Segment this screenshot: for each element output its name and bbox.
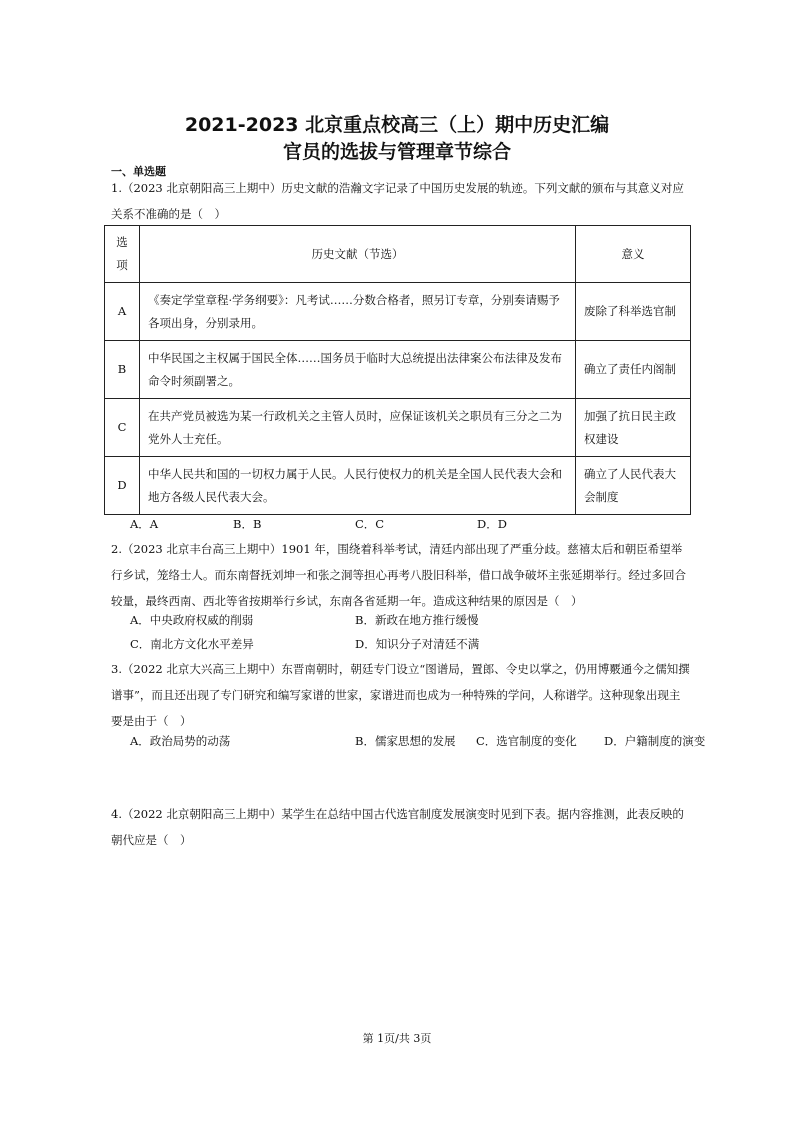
- row-option: C: [105, 399, 140, 457]
- document-title-line1: 2021-2023 北京重点校高三（上）期中历史汇编: [184, 114, 610, 136]
- section-label: 一、单选题: [111, 165, 166, 178]
- row-significance: 确立了责任内阁制: [576, 341, 691, 399]
- choice-d[interactable]: D．D: [477, 517, 507, 531]
- question-3-text: 3.（2022 北京大兴高三上期中）东晋南朝时，朝廷专门设立“图谱局，置郎、令史以掌之，仍用博覈通今之儒知撰谱事”，而且还出现了专门研究和编写家谱的世家，家谱进而也成为一种特殊的学问，人称谱学。这种现象出现主要是由于（ ）: [111, 662, 690, 728]
- choice-c[interactable]: C．南北方文化水平差异: [130, 637, 254, 651]
- choice-c[interactable]: C．选官制度的变化: [476, 734, 577, 748]
- choice-d[interactable]: D．知识分子对清廷不满: [355, 637, 480, 651]
- question-4-text: 4.（2022 北京朝阳高三上期中）某学生在总结中国古代选官制度发展演变时见到下表。据内容推测，此表反映的朝代应是（ ）: [111, 807, 684, 847]
- row-document: 在共产党员被选为某一行政机关之主管人员时，应保证该机关之职员有三分之二为党外人士充任。: [140, 399, 576, 457]
- question-1-table: [104, 225, 691, 515]
- choice-b[interactable]: B．新政在地方推行缓慢: [355, 613, 479, 627]
- choice-b[interactable]: B．B: [233, 517, 262, 531]
- question-1-text: 1.（2023 北京朝阳高三上期中）历史文献的浩瀚文字记录了中国历史发展的轨迹。下列文献的颁布与其意义对应关系不准确的是（ ）: [111, 181, 684, 221]
- row-document: 中华民国之主权属于国民全体……国务员于临时大总统提出法律案公布法律及发布命令时须副署之。: [140, 341, 576, 399]
- row-significance: 加强了抗日民主政权建设: [576, 399, 691, 457]
- row-significance: 确立了人民代表大会制度: [576, 457, 691, 515]
- choice-a[interactable]: A．政治局势的动荡: [130, 734, 231, 748]
- header-document: 历史文献（节选）: [140, 226, 576, 283]
- table-row: [105, 341, 691, 399]
- row-option: A: [105, 283, 140, 341]
- table-row: [105, 283, 691, 341]
- table-row: [105, 457, 691, 515]
- document-title-line2: 官员的选拔与管理章节综合: [282, 141, 511, 163]
- row-document: 中华人民共和国的一切权力属于人民。人民行使权力的机关是全国人民代表大会和地方各级人民代表大会。: [140, 457, 576, 515]
- row-option: D: [105, 457, 140, 515]
- table-header-row: [105, 226, 691, 283]
- page-footer: 第 1页/共 3页: [362, 1032, 432, 1045]
- row-document: 《奏定学堂章程·学务纲要》：凡考试……分数合格者，照另订专章，分别奏请赐予各项出身，分别录用。: [140, 283, 576, 341]
- row-significance: 废除了科举选官制: [576, 283, 691, 341]
- table-row: [105, 399, 691, 457]
- row-option: B: [105, 341, 140, 399]
- choice-a[interactable]: A．中央政府权威的削弱: [130, 613, 254, 627]
- choice-b[interactable]: B．儒家思想的发展: [355, 734, 456, 748]
- choice-c[interactable]: C．C: [355, 517, 385, 531]
- choice-a[interactable]: A．A: [130, 517, 159, 531]
- question-2-text: 2.（2023 北京丰台高三上期中）1901 年，围绕着科举考试，清廷内部出现了严重分歧。慈禧太后和朝臣希望举行乡试，笼络士人。而东南督抚刘坤一和张之洞等担心再考八股旧科举，借口战争破坏主张延期举行。经过多回合较量，最终西南、西北等省按期举行乡试，东南各省延期一年。造成这种结果的原因是（ ）: [111, 542, 686, 608]
- choice-d[interactable]: D．户籍制度的演变: [604, 734, 706, 748]
- header-option: 选项: [105, 226, 140, 283]
- header-significance: 意义: [576, 226, 691, 283]
